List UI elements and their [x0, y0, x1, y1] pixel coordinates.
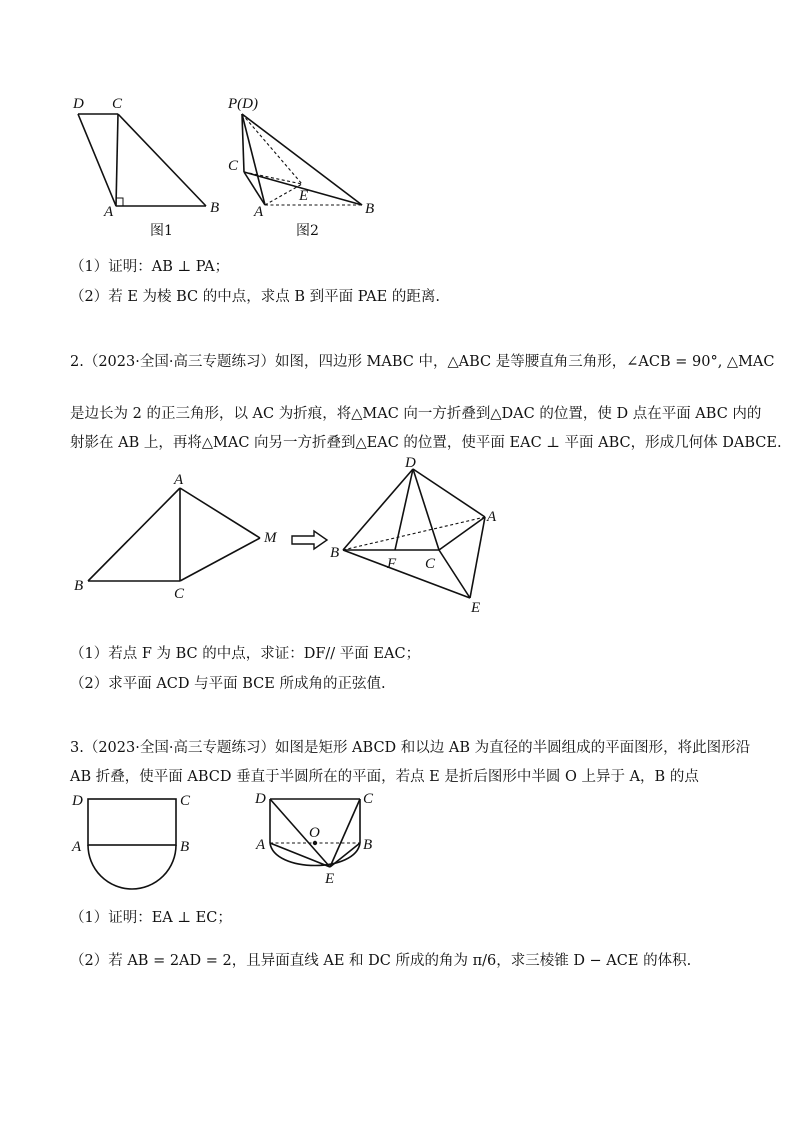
fig2-label-e: E — [299, 188, 309, 204]
q3-right-label-a: A — [256, 837, 266, 853]
q3-right-label-e: E — [325, 871, 335, 887]
q3-right-label-b: B — [363, 837, 373, 853]
q2-left-label-c: C — [174, 586, 185, 602]
q2-part2: （2）求平面 ACD 与平面 BCE 所成角的正弦值. — [70, 676, 386, 692]
q3-stem-line1: 3.（2023·全国·高三专题练习）如图是矩形 ABCD 和以边 AB 为直径的半圆组成的平面图形，将此图形沿 — [70, 740, 751, 756]
q2-stem-line3: 射影在 AB 上，再将△MAC 向另一方折叠到△EAC 的位置，使平面 EAC ⊥ 平面 ABC，形成几何体 DABCE. — [70, 435, 782, 451]
fig2-caption: 图2 — [296, 223, 319, 239]
q1-part2: （2）若 E 为棱 BC 的中点，求点 B 到平面 PAE 的距离. — [70, 289, 440, 305]
q2-right-label-d: D — [405, 455, 416, 471]
fig1-label-d: D — [73, 96, 84, 112]
q2-right-label-b: B — [330, 545, 340, 561]
q2-left-label-b: B — [74, 578, 84, 594]
q2-right-label-c: C — [425, 556, 436, 572]
q3-part2: （2）若 AB = 2AD = 2，且异面直线 AE 和 DC 所成的角为 π/6，求三棱锥 D − ACE 的体积. — [70, 953, 692, 969]
q3-figure-left — [70, 785, 205, 895]
figure-2 — [222, 92, 392, 242]
q3-left-label-d: D — [72, 793, 83, 809]
q2-figure-left — [70, 470, 300, 605]
fig2-label-a: A — [254, 204, 264, 220]
fig2-label-b: B — [365, 201, 375, 217]
q2-stem-line2: 是边长为 2 的正三角形，以 AC 为折痕，将△MAC 向一方折叠到△DAC 的位置，使 D 点在平面 ABC 内的 — [70, 406, 762, 422]
q3-left-label-b: B — [180, 839, 190, 855]
q2-right-label-f: F — [387, 556, 397, 572]
q2-left-label-m: M — [264, 530, 277, 546]
q3-left-label-a: A — [72, 839, 82, 855]
fig1-caption: 图1 — [150, 223, 173, 239]
q3-left-label-c: C — [180, 793, 191, 809]
q2-left-label-a: A — [174, 472, 184, 488]
q2-stem-line1: 2.（2023·全国·高三专题练习）如图，四边形 MABC 中，△ABC 是等腰直角三角形，∠ACB = 90°, △MAC — [70, 354, 775, 370]
q3-right-label-c: C — [363, 791, 374, 807]
fig1-label-c: C — [112, 96, 123, 112]
q3-right-label-o: O — [309, 825, 320, 841]
q1-part1: （1）证明：AB ⊥ PA； — [70, 259, 230, 275]
fig1-label-a: A — [104, 204, 114, 220]
arrow-icon — [290, 529, 330, 551]
fig2-label-p: P(D) — [228, 96, 258, 112]
q2-part1: （1）若点 F 为 BC 的中点，求证：DF// 平面 EAC； — [70, 646, 421, 662]
q2-right-label-e: E — [471, 600, 481, 615]
fig1-label-b: B — [210, 200, 220, 216]
q2-figure-right — [325, 455, 510, 615]
fig2-label-c: C — [228, 158, 239, 174]
q3-part1: （1）证明：EA ⊥ EC； — [70, 910, 232, 926]
figure-1 — [70, 92, 230, 242]
q3-figure-right — [250, 785, 385, 890]
q3-stem-line2: AB 折叠，使平面 ABCD 垂直于半圆所在的平面，若点 E 是折后图形中半圆 O 上异于 A，B 的点 — [70, 769, 699, 785]
q3-right-label-d: D — [255, 791, 266, 807]
q2-right-label-a: A — [487, 509, 497, 525]
